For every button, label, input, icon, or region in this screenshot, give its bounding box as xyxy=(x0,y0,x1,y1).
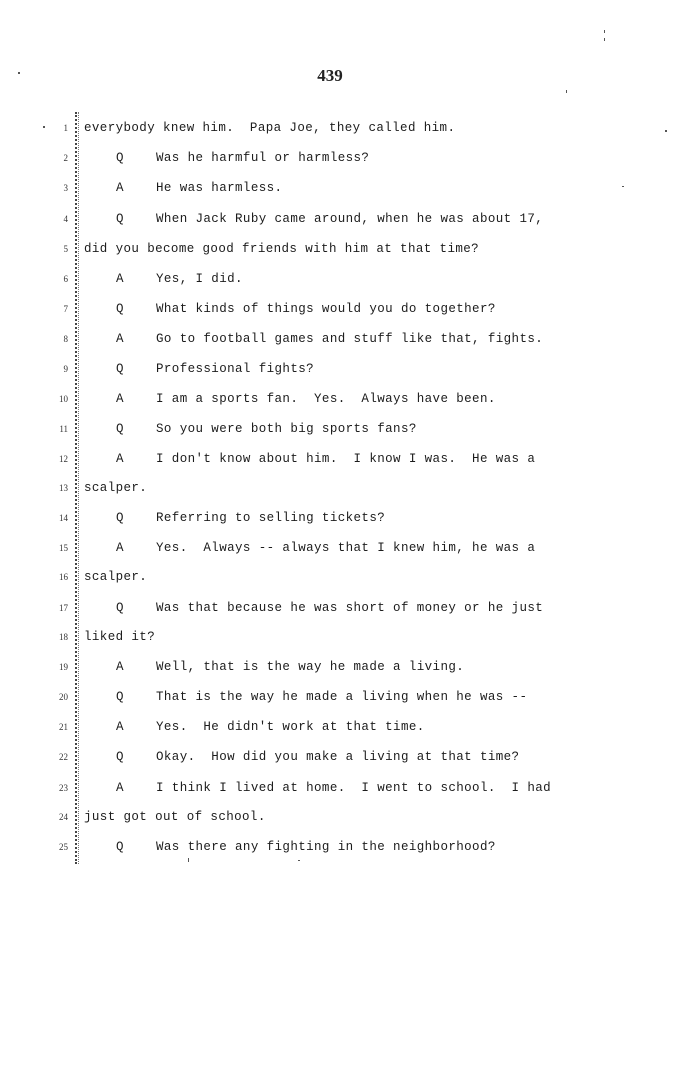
line-number: 22 xyxy=(59,752,68,762)
speaker-label: A xyxy=(116,720,124,734)
speaker-label: Q xyxy=(116,422,124,436)
transcript-line xyxy=(0,541,691,563)
line-number: 12 xyxy=(59,454,68,464)
speaker-label: Q xyxy=(116,690,124,704)
transcript-line xyxy=(0,272,691,294)
line-text: liked it? xyxy=(84,630,156,644)
line-number: 19 xyxy=(59,662,68,672)
line-text: Referring to selling tickets? xyxy=(156,511,386,525)
transcript-line xyxy=(0,151,691,173)
line-text: everybody knew him. Papa Joe, they called him. xyxy=(84,121,456,135)
speaker-label: Q xyxy=(116,601,124,615)
line-number: 16 xyxy=(59,572,68,582)
line-text: scalper. xyxy=(84,481,148,495)
line-text: He was harmless. xyxy=(156,181,283,195)
line-number: 23 xyxy=(59,783,68,793)
line-text: I am a sports fan. Yes. Always have been. xyxy=(156,392,496,406)
line-text: Professional fights? xyxy=(156,362,315,376)
transcript-line xyxy=(0,332,691,354)
transcript-line xyxy=(0,212,691,234)
line-text: Was that because he was short of money or he just xyxy=(156,601,544,615)
line-number: 13 xyxy=(59,483,68,493)
line-text: just got out of school. xyxy=(84,810,266,824)
line-number: 7 xyxy=(63,304,68,314)
scan-speck xyxy=(604,38,605,41)
speaker-label: Q xyxy=(116,151,124,165)
speaker-label: Q xyxy=(116,212,124,226)
speaker-label: Q xyxy=(116,362,124,376)
transcript-line xyxy=(0,570,691,592)
line-number: 21 xyxy=(59,722,68,732)
line-number: 4 xyxy=(63,214,68,224)
line-number: 6 xyxy=(63,274,68,284)
line-number: 20 xyxy=(59,692,68,702)
scan-speck xyxy=(43,126,45,128)
transcript-line xyxy=(0,781,691,803)
scan-speck xyxy=(604,30,605,33)
transcript-line xyxy=(0,810,691,832)
speaker-label: Q xyxy=(116,750,124,764)
line-number: 25 xyxy=(59,842,68,852)
line-text: Okay. How did you make a living at that time? xyxy=(156,750,520,764)
scan-speck xyxy=(665,130,667,132)
scan-speck xyxy=(188,858,189,862)
line-number: 9 xyxy=(63,364,68,374)
transcript-line xyxy=(0,362,691,384)
speaker-label: Q xyxy=(116,840,124,854)
transcript-line xyxy=(0,720,691,742)
scan-speck xyxy=(298,860,300,861)
line-text: I think I lived at home. I went to school. I had xyxy=(156,781,552,795)
line-number: 3 xyxy=(63,183,68,193)
transcript-line xyxy=(0,630,691,652)
line-number: 14 xyxy=(59,513,68,523)
line-number: 11 xyxy=(59,424,68,434)
line-text: That is the way he made a living when he was -- xyxy=(156,690,528,704)
line-text: scalper. xyxy=(84,570,148,584)
line-text: Yes, I did. xyxy=(156,272,243,286)
transcript-line xyxy=(0,660,691,682)
transcript-line xyxy=(0,242,691,264)
speaker-label: A xyxy=(116,452,124,466)
transcript-line xyxy=(0,601,691,623)
line-number: 17 xyxy=(59,603,68,613)
transcript-line xyxy=(0,302,691,324)
transcript-line xyxy=(0,750,691,772)
speaker-label: A xyxy=(116,272,124,286)
line-text: Was there any fighting in the neighborhood? xyxy=(156,840,496,854)
line-number: 2 xyxy=(63,153,68,163)
line-number: 1 xyxy=(63,123,68,133)
transcript-line xyxy=(0,690,691,712)
line-number: 24 xyxy=(59,812,68,822)
speaker-label: Q xyxy=(116,511,124,525)
transcript-line xyxy=(0,121,691,143)
transcript-line xyxy=(0,422,691,444)
line-text: So you were both big sports fans? xyxy=(156,422,417,436)
line-number: 5 xyxy=(63,244,68,254)
line-text: Yes. He didn't work at that time. xyxy=(156,720,425,734)
speaker-label: A xyxy=(116,660,124,674)
transcript-line xyxy=(0,392,691,414)
speaker-label: A xyxy=(116,781,124,795)
scan-speck xyxy=(566,90,567,93)
line-number: 18 xyxy=(59,632,68,642)
speaker-label: A xyxy=(116,541,124,555)
transcript-line xyxy=(0,481,691,503)
line-text: When Jack Ruby came around, when he was about 17, xyxy=(156,212,544,226)
transcript-line xyxy=(0,181,691,203)
line-text: Go to football games and stuff like that, fights. xyxy=(156,332,544,346)
line-text: I don't know about him. I know I was. He was a xyxy=(156,452,536,466)
line-text: Well, that is the way he made a living. xyxy=(156,660,465,674)
line-number: 15 xyxy=(59,543,68,553)
transcript-line xyxy=(0,511,691,533)
transcript-line xyxy=(0,452,691,474)
speaker-label: A xyxy=(116,181,124,195)
line-number: 8 xyxy=(63,334,68,344)
speaker-label: Q xyxy=(116,302,124,316)
line-text: did you become good friends with him at that time? xyxy=(84,242,480,256)
line-text: Yes. Always -- always that I knew him, he was a xyxy=(156,541,536,555)
line-text: What kinds of things would you do together? xyxy=(156,302,496,316)
page-number: 439 xyxy=(317,66,343,85)
speaker-label: A xyxy=(116,392,124,406)
transcript-line xyxy=(0,840,691,862)
speaker-label: A xyxy=(116,332,124,346)
line-number: 10 xyxy=(59,394,68,404)
scan-speck xyxy=(18,72,20,74)
line-text: Was he harmful or harmless? xyxy=(156,151,370,165)
scan-speck xyxy=(622,186,624,187)
